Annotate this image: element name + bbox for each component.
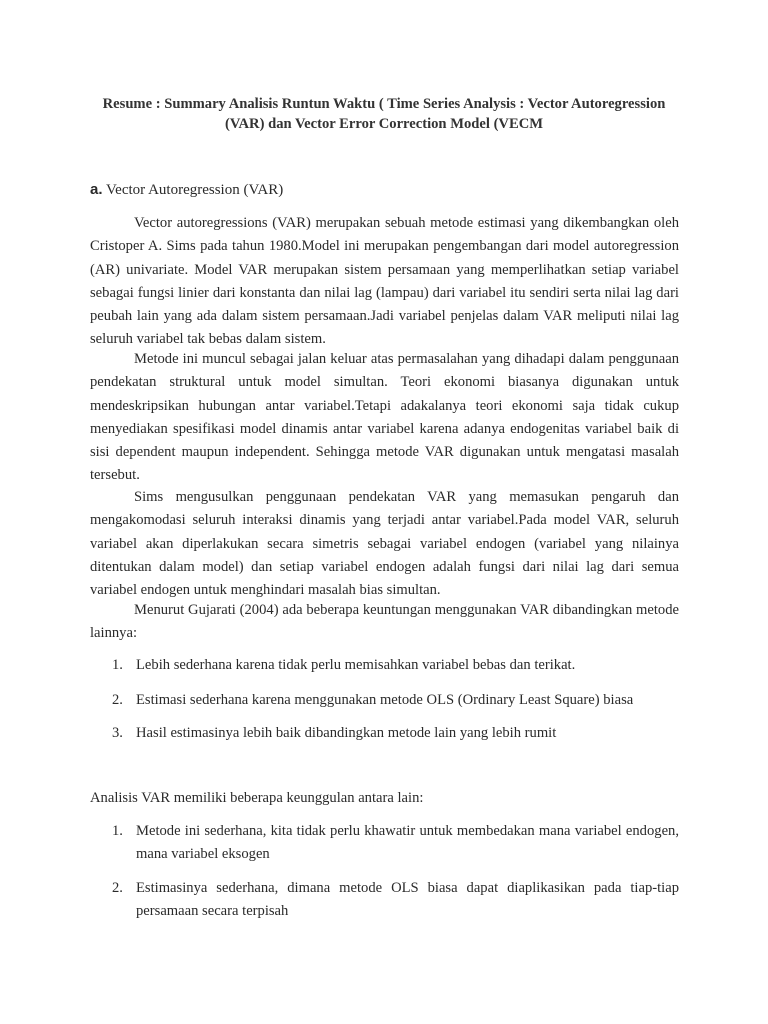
list-item: [90, 654, 679, 677]
list-number: 3.: [112, 725, 123, 741]
list-text: Estimasinya sederhana, dimana metode OLS biasa dapat diaplikasikan pada tiap-tiap persamaan secara terpisah: [136, 880, 679, 919]
paragraph-4: Menurut Gujarati (2004) ada beberapa keuntungan menggunakan VAR dibandingkan metode lainnya:: [90, 602, 679, 642]
list-number: 1.: [112, 657, 123, 673]
list-text: Estimasi sederhana karena menggunakan metode OLS (Ordinary Least Square) biasa: [136, 691, 634, 708]
excellences-list: [90, 820, 679, 922]
title-line-1: Resume : Summary Analisis Runtun Waktu ( Time Series Analysis : Vector Autoregression: [102, 96, 666, 112]
list-text: Metode ini sederhana, kita tidak perlu khawatir untuk membedakan mana variabel endogen, mana variabel eksogen: [136, 823, 679, 862]
paragraph-2: Metode ini muncul sebagai jalan keluar atas permasalahan yang dihadapi dalam penggunaan pendekatan struktural untuk model simultan. Teori ekonomi biasanya digunakan untuk mendeskripsikan hubungan antar variabel.Tetapi adakalanya teori ekonomi saja tidak cukup menyediakan spesifikasi model dinamis antar variabel karena adanya endogenitas variabel baik di sisi dependent maupun independent. Sehingga metode VAR digunakan untuk mengatasi masalah tersebut.: [90, 351, 679, 484]
advantages-list: [90, 654, 679, 745]
section-heading-text: Vector Autoregression (VAR): [106, 182, 284, 198]
list-text: Lebih sederhana karena tidak perlu memisahkan variabel bebas dan terikat.: [136, 657, 576, 673]
section-heading: [90, 180, 283, 200]
title-line-2: (VAR) dan Vector Error Correction Model (VECM: [224, 116, 544, 132]
list-item: [90, 722, 679, 745]
list-item: [90, 820, 679, 865]
list-number: 2.: [112, 880, 123, 896]
paragraph-1: Vector autoregressions (VAR) merupakan sebuah metode estimasi yang dikembangkan oleh Cristoper A. Sims pada tahun 1980.Model ini merupakan pengembangan dari model autoregression (AR) univariate. Model VAR merupakan sistem persamaan yang memperlihatkan setiap variabel sebagai fungsi linier dari konstanta dan nilai lag (lampau) dari variabel itu sendiri serta nilai lag dari peubah lain yang ada dalam sistem persamaan.Jadi variabel penjelas dalam VAR meliputi nilai lag seluruh variabel tak bebas dalam sistem.: [90, 215, 679, 348]
document-title: [80, 94, 688, 134]
list-item: [90, 877, 679, 922]
list-text: Hasil estimasinya lebih baik dibandingkan metode lain yang lebih rumit: [136, 725, 557, 741]
list-item: [90, 689, 679, 712]
paragraph-3: Sims mengusulkan penggunaan pendekatan VAR yang memasukan pengaruh dan mengakomodasi seluruh interaksi dinamis yang terjadi antar variabel.Pada model VAR, seluruh variabel akan diperlakukan secara simetris sebagai variabel endogen (variabel yang nilainya ditentukan dalam model) dan setiap variabel endogen adalah fungsi dari nilai lag dari semua variabel endogen untuk menghindari masalah bias simultan.: [90, 489, 679, 599]
section-marker: a.: [90, 181, 103, 198]
list-number: 1.: [112, 823, 123, 839]
paragraph-intro-2: Analisis VAR memiliki beberapa keunggulan antara lain:: [90, 790, 424, 806]
list-number: 2.: [112, 691, 123, 708]
